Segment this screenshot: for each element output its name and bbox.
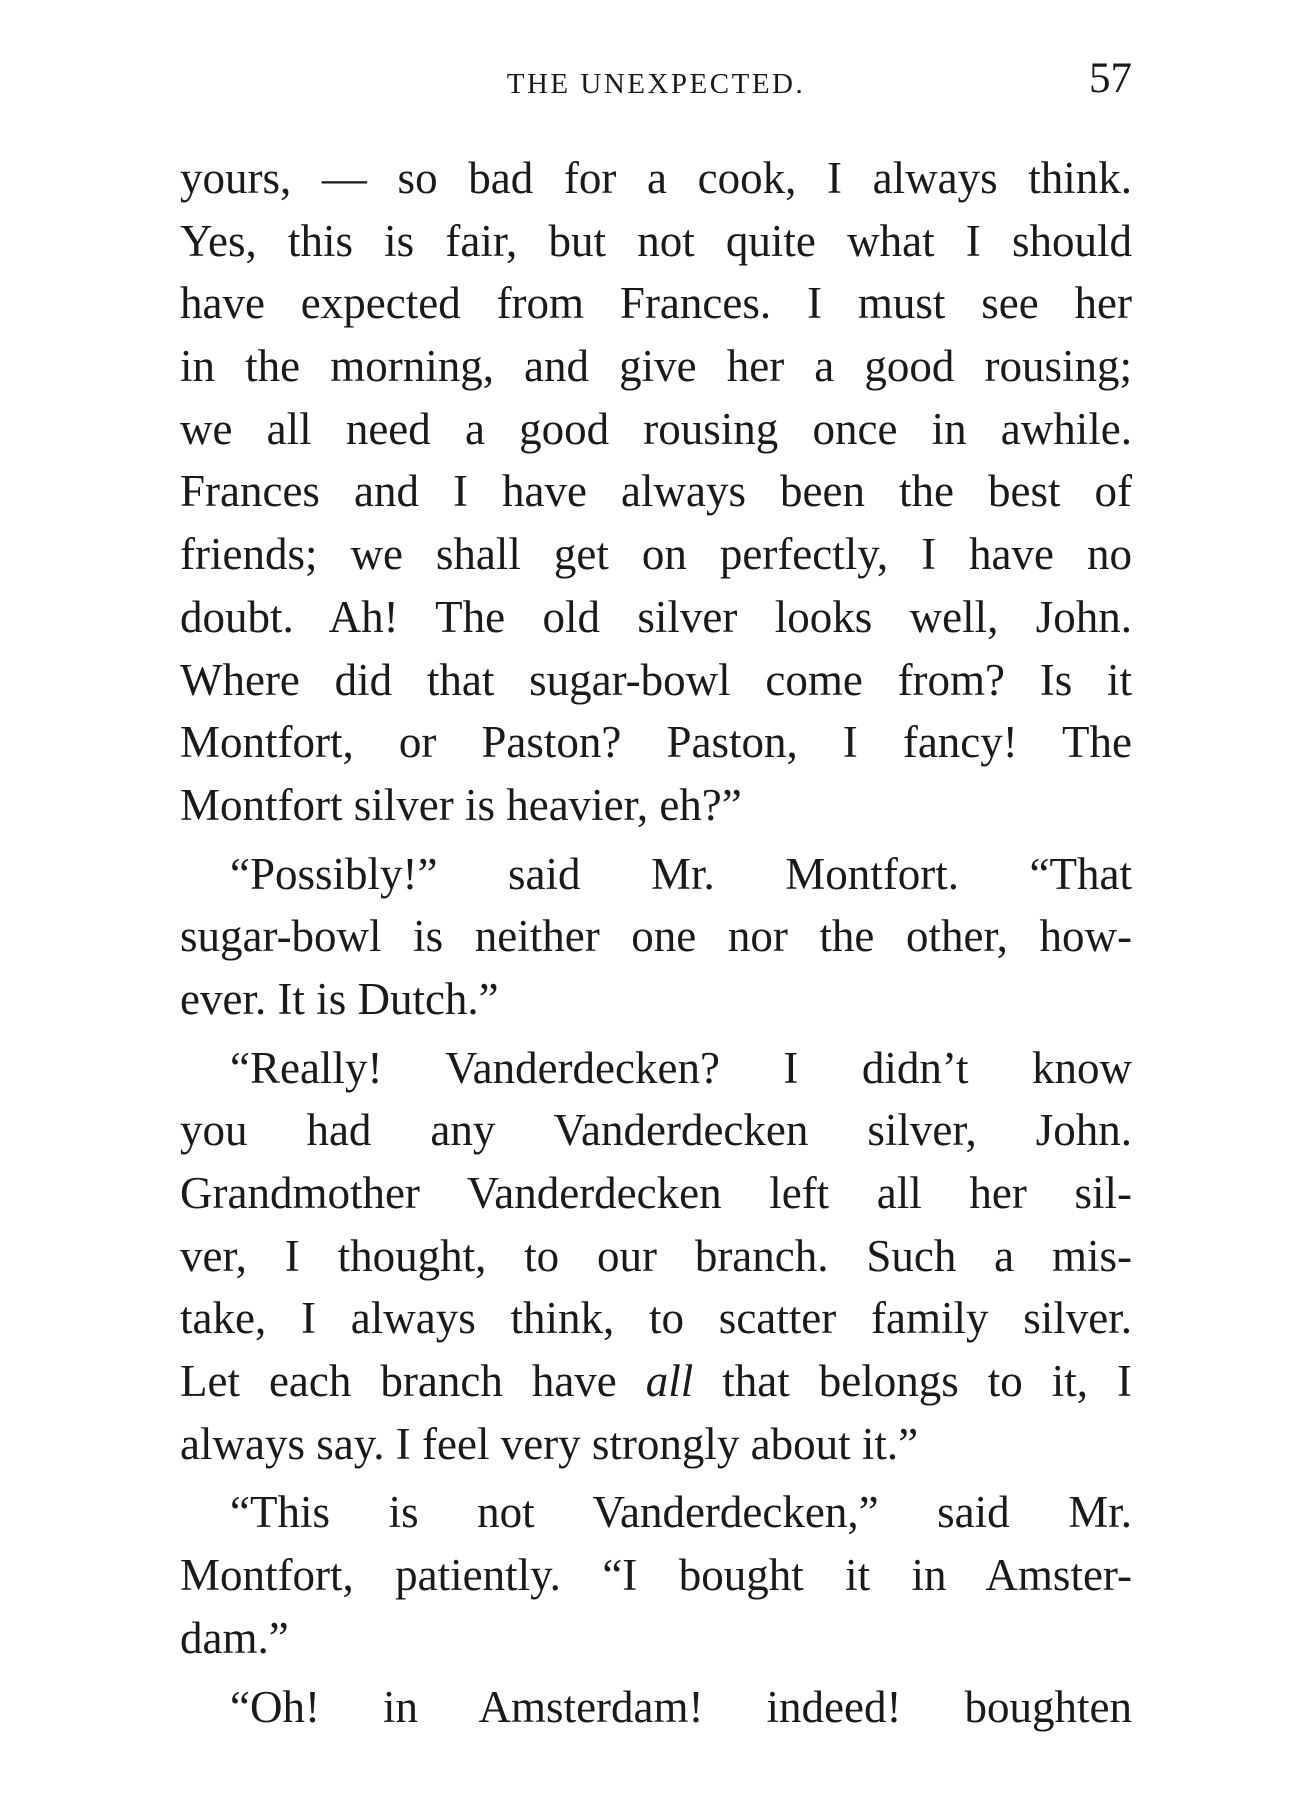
running-header [180, 54, 1132, 114]
paragraph-5 [180, 1676, 1132, 1739]
text-line: Yes, this is fair, but not quite what I should [180, 215, 1132, 266]
text-line: have expected from Frances. I must see her [180, 278, 1132, 329]
text-line: “Oh! in Amsterdam! indeed! boughten [230, 1681, 1132, 1732]
text-line: Montfort, patiently. “I bought it in Amster- [180, 1550, 1132, 1601]
text-line: Where did that sugar-bowl come from? Is it [180, 654, 1132, 705]
running-title: THE UNEXPECTED. [506, 68, 806, 100]
text-line: “Really! Vanderdecken? I didn’t know [230, 1042, 1132, 1093]
text-line: ever. It is Dutch.” [180, 973, 499, 1024]
text-line: friends; we shall get on perfectly, I have no [180, 529, 1132, 580]
paragraph-2 [180, 843, 1132, 1031]
text-segment: Let each branch have [180, 1356, 646, 1407]
text-line: we all need a good rousing once in awhile. [180, 403, 1132, 454]
text-line: Montfort, or Paston? Paston, I fancy! The [180, 717, 1132, 768]
text-line: sugar-bowl is neither one nor the other, how- [180, 911, 1132, 962]
text-line: Montfort silver is heavier, eh?” [180, 779, 742, 830]
text-line: doubt. Ah! The old silver looks well, John. [180, 591, 1132, 642]
text-line: “Possibly!” said Mr. Montfort. “That [230, 848, 1132, 899]
text-line: dam.” [180, 1612, 289, 1663]
text-line: take, I always think, to scatter family silver. [180, 1293, 1132, 1344]
text-line: Grandmother Vanderdecken left all her sil- [180, 1168, 1132, 1218]
page-number: 57 [1089, 55, 1132, 102]
text-line: Frances and I have always been the best of [180, 466, 1132, 517]
body-text [180, 147, 1132, 1738]
text-segment: that belongs to it, I [693, 1356, 1132, 1407]
text-line: “This is not Vanderdecken,” said Mr. [230, 1487, 1132, 1538]
text-line: in the morning, and give her a good rousing; [180, 341, 1132, 392]
text-line: ver, I thought, to our branch. Such a mis- [180, 1230, 1132, 1281]
paragraph-3 [180, 1037, 1132, 1476]
paragraph-1 [180, 147, 1132, 837]
text-line: you had any Vanderdecken silver, John. [180, 1105, 1132, 1156]
text-line-with-emphasis [180, 1350, 1132, 1413]
text-line: always say. I feel very strongly about it.” [180, 1418, 919, 1469]
text-line: yours, — so bad for a cook, I always think. [180, 153, 1132, 203]
emphasized-word: all [645, 1356, 694, 1407]
paragraph-4 [180, 1481, 1132, 1669]
